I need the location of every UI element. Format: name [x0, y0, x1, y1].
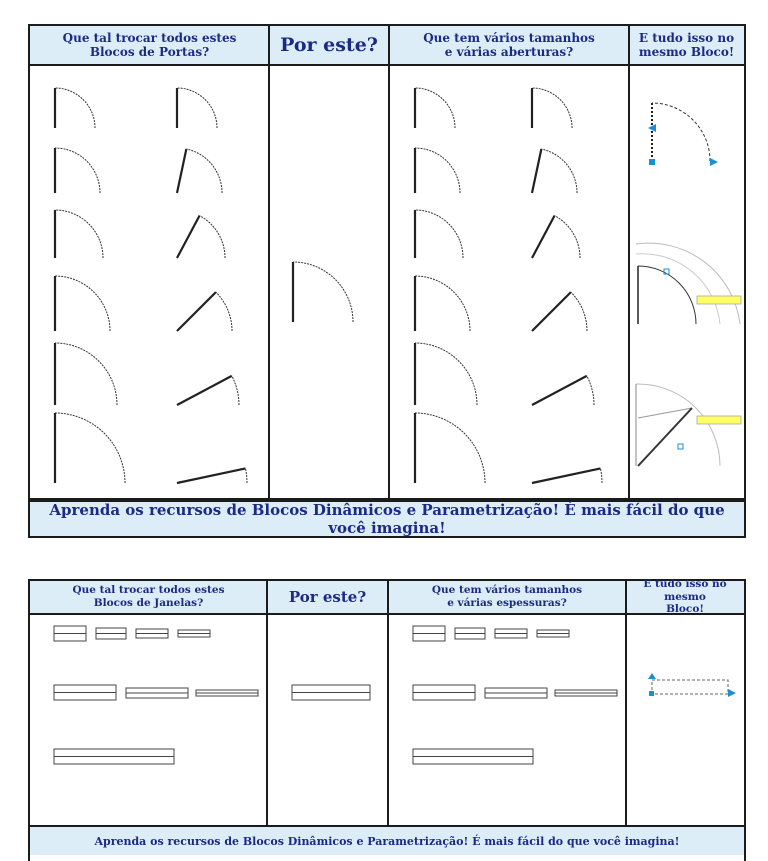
door-leaf: [532, 216, 555, 258]
header-line: Por este?: [288, 588, 367, 606]
door-swing-arc: [415, 210, 463, 258]
parameter-arc: [636, 243, 740, 324]
parameter-tooltip-icon: [697, 416, 741, 424]
door-swing-arc: [186, 149, 222, 193]
header-line: e várias aberturas?: [444, 45, 574, 59]
door-swing-arc: [541, 149, 577, 193]
door-swing-arc: [216, 292, 232, 331]
door-leaf: [177, 216, 200, 258]
door-leaf: [177, 468, 245, 483]
door-swing-arc: [638, 266, 696, 324]
parameter-tooltip-icon: [697, 296, 741, 304]
door-swing-arc: [415, 88, 455, 128]
dynamic-grip-icon: [728, 689, 736, 697]
door-swing-arc: [415, 148, 460, 193]
door-swing-arc: [600, 468, 602, 483]
header-line: Blocos de Janelas?: [93, 597, 204, 609]
windows-panel: [28, 579, 746, 861]
doors-panel: [28, 24, 746, 538]
footer-text: Aprenda os recursos de Blocos Dinâmicos e Parametrização! É mais fácil do que você imagina!: [94, 834, 680, 848]
door-swing-arc: [587, 376, 594, 405]
header-line: Que tem vários tamanhos: [431, 584, 583, 597]
dynamic-grip-icon: [648, 673, 656, 679]
windows-footer: [30, 825, 744, 855]
door-leaf: [177, 149, 186, 193]
door-swing-arc: [415, 413, 485, 483]
header-line: Bloco!: [666, 603, 704, 616]
door-leaf: [177, 292, 216, 331]
door-swing-arc: [652, 103, 710, 161]
doors-footer: [30, 498, 744, 536]
door-swing-arc: [55, 343, 117, 405]
door-swing-arc: [532, 88, 572, 128]
door-leaf: [532, 149, 541, 193]
header-line: Que tal trocar todos estes: [62, 30, 237, 45]
door-swing-arc: [571, 292, 587, 331]
header-line: E tudo isso no mesmo: [643, 578, 727, 603]
door-leaf: [532, 468, 600, 483]
door-swing-arc: [555, 216, 580, 258]
dynamic-grip-icon: [710, 158, 718, 166]
header-line: e várias espessuras?: [447, 597, 567, 609]
header-line: Por este?: [280, 33, 378, 56]
header-line: mesmo Bloco!: [638, 45, 735, 59]
window-block: [652, 680, 728, 694]
door-drawings: [30, 26, 744, 498]
door-swing-arc: [55, 88, 95, 128]
header-line: E tudo isso no: [638, 30, 735, 45]
door-leaf: [532, 376, 587, 405]
dynamic-grip-icon: [678, 444, 683, 449]
door-swing-arc: [177, 88, 217, 128]
dynamic-grip-icon: [648, 124, 656, 132]
door-swing-arc: [415, 276, 470, 331]
window-drawings: [30, 581, 744, 825]
door-swing-arc: [200, 216, 225, 258]
door-swing-arc: [245, 468, 247, 483]
door-swing-arc: [55, 276, 110, 331]
footer-text: Aprenda os recursos de Blocos Dinâmicos e Parametrização! É mais fácil do que você imagina!: [49, 501, 725, 537]
door-swing-arc: [55, 210, 103, 258]
header-line: Blocos de Portas?: [89, 45, 210, 59]
door-swing-arc: [232, 376, 239, 405]
door-swing-arc: [293, 262, 353, 322]
door-swing-arc: [415, 343, 477, 405]
header-line: Que tal trocar todos estes: [72, 584, 225, 597]
door-leaf: [177, 376, 232, 405]
dynamic-grip-icon: [649, 691, 654, 696]
door-swing-arc: [55, 148, 100, 193]
door-swing-arc: [55, 413, 125, 483]
header-line: Que tem vários tamanhos: [423, 30, 595, 45]
dynamic-grip-icon: [649, 159, 655, 165]
door-leaf: [532, 292, 571, 331]
